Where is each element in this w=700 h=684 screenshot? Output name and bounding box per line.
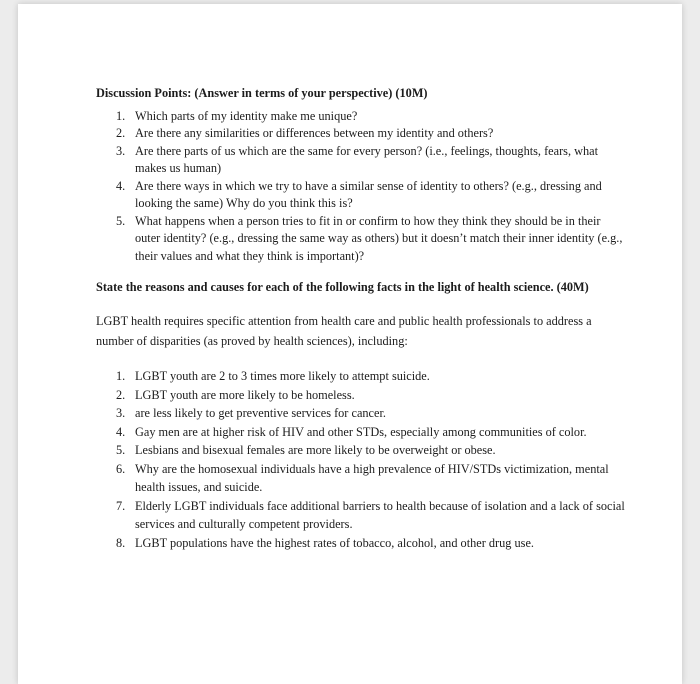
item-text: LGBT populations have the highest rates of tobacco, alcohol, and other drug use. xyxy=(135,535,534,550)
item-number: 7. xyxy=(116,498,126,513)
list-item xyxy=(96,213,626,266)
list-item xyxy=(96,143,626,178)
item-number: 4. xyxy=(116,178,126,193)
item-text: Are there any similarities or differences between my identity and others? xyxy=(135,126,494,140)
item-number: 8. xyxy=(116,535,126,550)
item-text: Gay men are at higher risk of HIV and other STDs, especially among communities of color. xyxy=(135,424,587,439)
discussion-heading: Discussion Points: (Answer in terms of your perspective) (10M) xyxy=(96,86,428,100)
list-item xyxy=(96,367,626,386)
item-text: What happens when a person tries to fit in or confirm to how they think they should be in their outer identity? (e.g., dressing the same way as others) but it doesn’t match their inner identity (e.g., their values and what they think is important)? xyxy=(135,213,623,263)
list-item xyxy=(96,534,626,553)
discussion-list xyxy=(96,108,626,266)
item-text: LGBT youth are 2 to 3 times more likely to attempt suicide. xyxy=(135,369,430,383)
list-item xyxy=(96,108,626,126)
health-intro: LGBT health requires specific attention from health care and public health professionals to address a number of disparities (as proved by health sciences), including: xyxy=(96,314,592,348)
item-number: 1. xyxy=(116,369,126,383)
item-number: 5. xyxy=(116,213,126,228)
item-text: Are there parts of us which are the same for every person? (i.e., feelings, thoughts, fears, what makes us human) xyxy=(135,143,599,175)
item-text: Elderly LGBT individuals face additional barriers to health because of isolation and a lack of social services and culturally competent providers. xyxy=(135,498,625,531)
list-item xyxy=(96,423,626,442)
list-item xyxy=(96,460,626,497)
list-item xyxy=(96,497,626,534)
item-text: Lesbians and bisexual females are more likely to be overweight or obese. xyxy=(135,443,496,457)
item-number: 6. xyxy=(116,461,126,476)
item-number: 2. xyxy=(116,126,126,140)
item-number: 4. xyxy=(116,424,126,439)
item-number: 1. xyxy=(116,108,126,123)
item-text: LGBT youth are more likely to be homeless. xyxy=(135,387,355,402)
health-facts-list xyxy=(96,367,626,552)
item-number: 2. xyxy=(116,387,126,402)
item-text: Are there ways in which we try to have a similar sense of identity to others? (e.g., dressing and looking the same) Why do you think this is? xyxy=(135,178,602,210)
item-text: Which parts of my identity make me unique? xyxy=(135,108,358,123)
health-heading: State the reasons and causes for each of the following facts in the light of health science. (40M) xyxy=(96,280,589,294)
list-item xyxy=(96,441,626,460)
item-text: Why are the homosexual individuals have a high prevalence of HIV/STDs victimization, mental health issues, and suicide. xyxy=(135,461,609,494)
list-item xyxy=(96,386,626,405)
list-item xyxy=(96,178,626,213)
document-page xyxy=(18,4,682,684)
item-number: 3. xyxy=(116,406,126,420)
list-item xyxy=(96,404,626,423)
item-text: are less likely to get preventive services for cancer. xyxy=(135,406,386,420)
document-content xyxy=(96,85,626,552)
list-item xyxy=(96,125,626,143)
item-number: 3. xyxy=(116,143,126,158)
item-number: 5. xyxy=(116,443,126,457)
